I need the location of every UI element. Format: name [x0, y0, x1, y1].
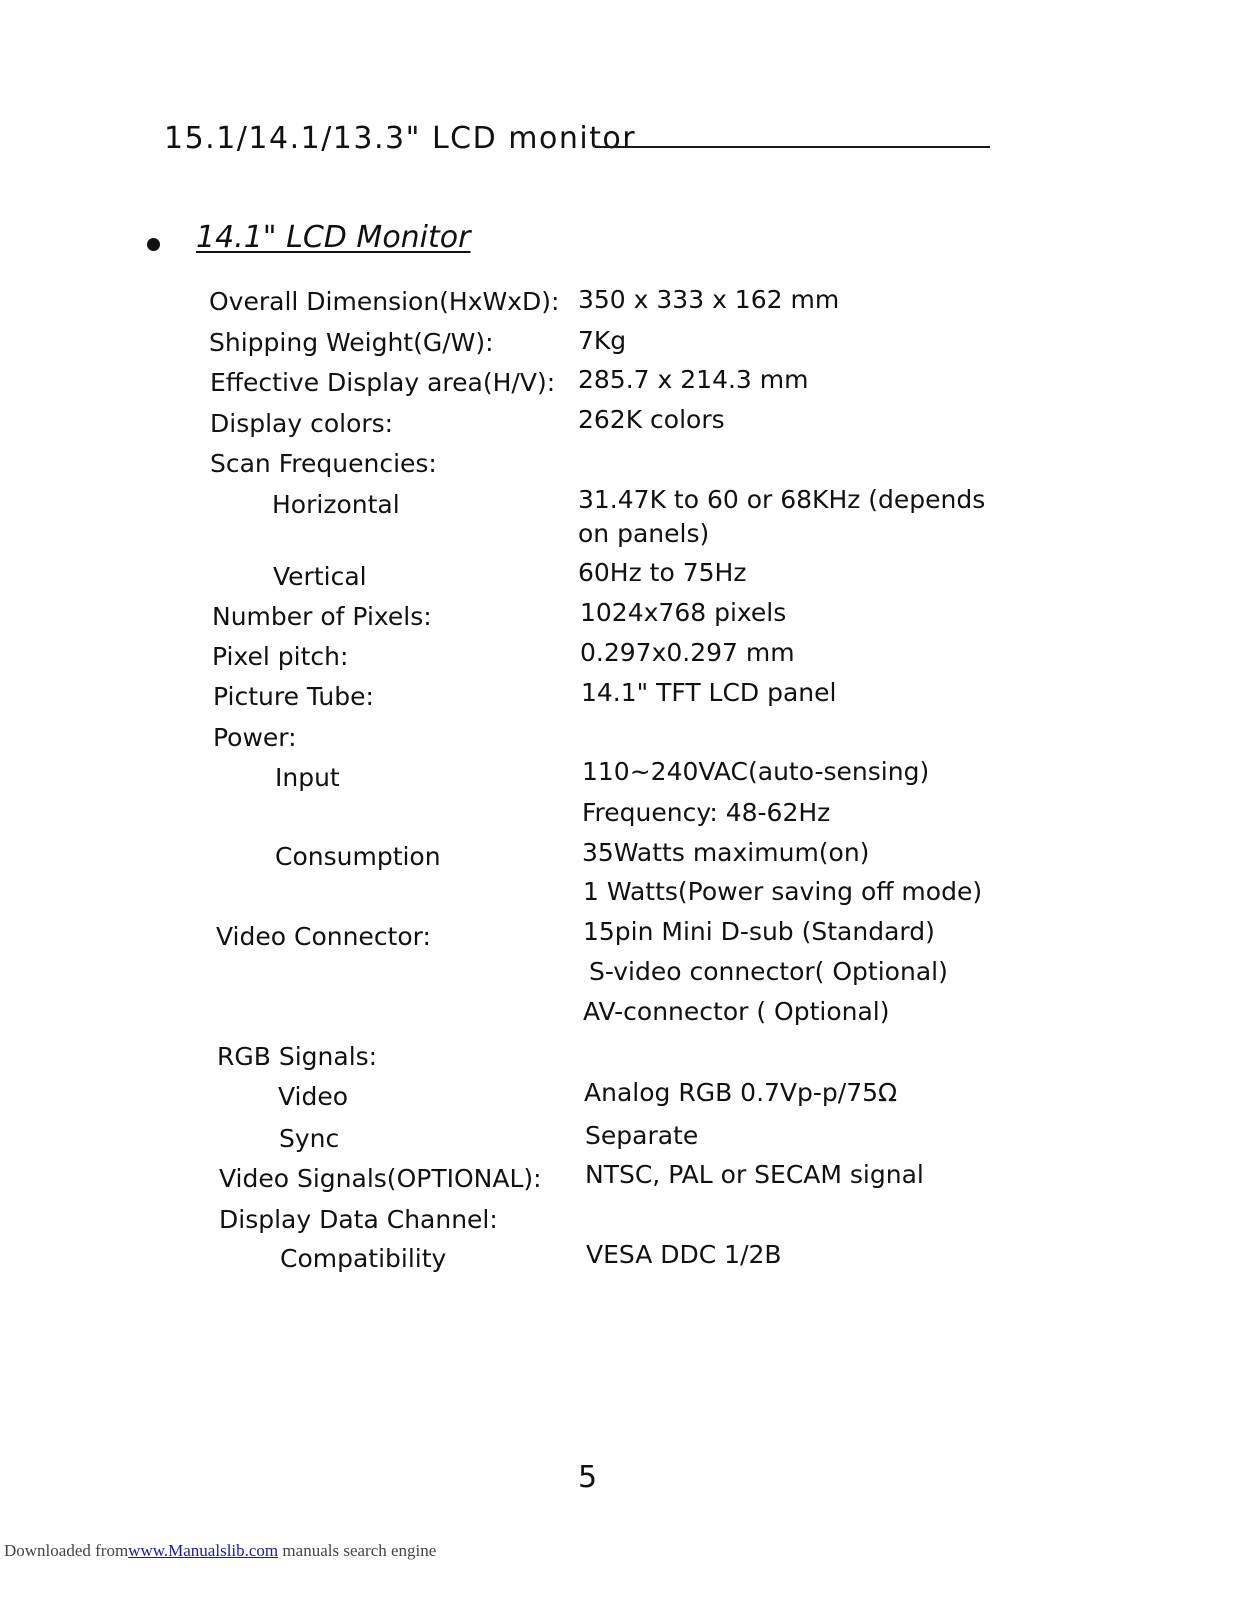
footer-suffix: manuals search engine — [282, 1541, 437, 1560]
spec-label: RGB Signals: — [217, 1042, 378, 1071]
spec-value: Separate — [585, 1121, 699, 1150]
spec-label: Picture Tube: — [213, 682, 374, 711]
spec-value: AV-connector ( Optional) — [583, 997, 890, 1026]
spec-label: Sync — [279, 1124, 340, 1153]
spec-value: 1 Watts(Power saving off mode) — [583, 877, 983, 906]
spec-label: Consumption — [275, 842, 441, 871]
spec-value: 35Watts maximum(on) — [582, 838, 870, 867]
spec-value: 7Kg — [578, 326, 627, 355]
spec-label: Scan Frequencies: — [210, 449, 437, 478]
spec-label: Display Data Channel: — [219, 1205, 498, 1234]
spec-value: 14.1" TFT LCD panel — [581, 678, 837, 707]
spec-label: Power: — [213, 723, 297, 752]
spec-value: 262K colors — [578, 405, 725, 434]
header-rule — [597, 146, 990, 148]
section-title: 14.1" LCD Monitor — [196, 220, 471, 255]
spec-label: Overall Dimension(HxWxD): — [209, 287, 560, 316]
spec-value: 0.297x0.297 mm — [580, 638, 795, 667]
spec-label: Video — [278, 1082, 349, 1111]
spec-value: 285.7 x 214.3 mm — [578, 365, 809, 394]
spec-label: Input — [275, 763, 340, 792]
spec-label: Number of Pixels: — [212, 602, 432, 631]
spec-label: Effective Display area(H/V): — [210, 368, 556, 397]
spec-value: S-video connector( Optional) — [589, 957, 948, 986]
spec-label: Shipping Weight(G/W): — [209, 328, 494, 357]
spec-value: NTSC, PAL or SECAM signal — [585, 1160, 924, 1189]
footer-prefix: Downloaded from — [4, 1541, 129, 1560]
page-number: 5 — [578, 1460, 598, 1495]
spec-value: Analog RGB 0.7Vp-p/75Ω — [584, 1078, 898, 1107]
spec-value: 1024x768 pixels — [580, 598, 787, 627]
bullet-icon — [147, 238, 160, 251]
page-header: 15.1/14.1/13.3" LCD monitor — [164, 121, 637, 156]
spec-label: Display colors: — [210, 409, 394, 438]
spec-label: Pixel pitch: — [212, 642, 349, 671]
spec-label: Horizontal — [272, 490, 400, 519]
footer-link[interactable]: www.Manualslib.com — [128, 1541, 279, 1560]
spec-value: 110~240VAC(auto-sensing) — [582, 757, 930, 786]
spec-label: Video Connector: — [216, 922, 431, 951]
spec-value: 60Hz to 75Hz — [578, 558, 747, 587]
spec-value: 350 x 333 x 162 mm — [578, 285, 840, 314]
spec-value: Frequency: 48-62Hz — [582, 798, 831, 827]
spec-label: Compatibility — [280, 1244, 447, 1273]
download-footer — [4, 1541, 436, 1561]
spec-value: 15pin Mini D-sub (Standard) — [583, 917, 935, 946]
spec-label: Video Signals(OPTIONAL): — [219, 1164, 542, 1193]
spec-label: Vertical — [273, 562, 367, 591]
spec-value: 31.47K to 60 or 68KHz (depends on panels) — [578, 485, 986, 548]
spec-value: VESA DDC 1/2B — [586, 1240, 782, 1269]
